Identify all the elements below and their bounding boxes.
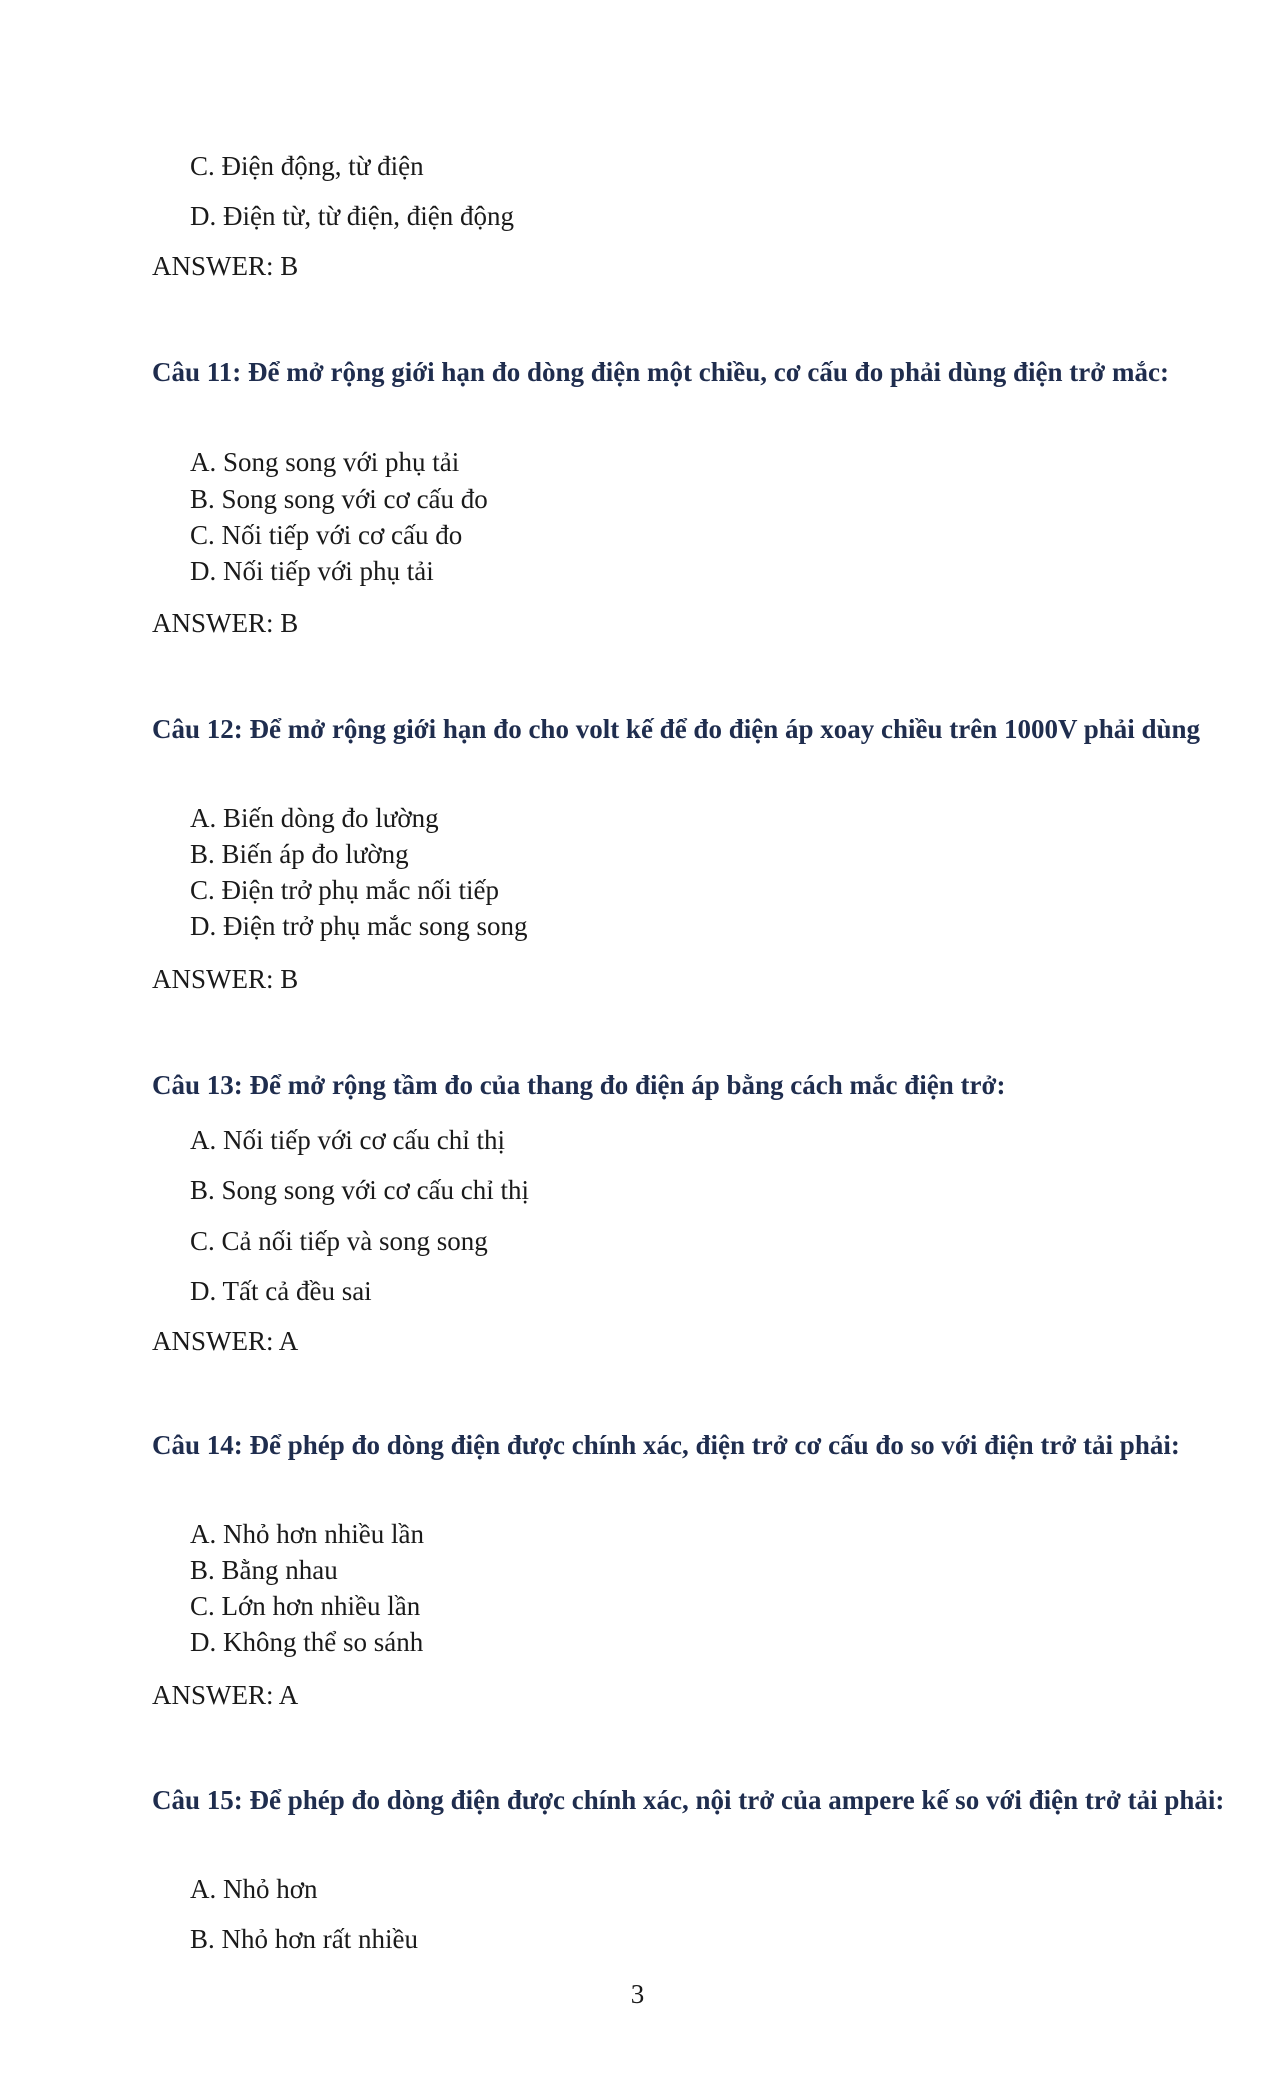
option-d: D. Không thể so sánh	[190, 1627, 424, 1657]
answer-line: ANSWER: B	[152, 964, 299, 994]
page-number: 3	[630, 1979, 645, 2009]
option-c: C. Cả nối tiếp và song song	[190, 1226, 488, 1256]
option-c: C. Nối tiếp với cơ cấu đo	[190, 520, 463, 550]
option-c: C. Điện trở phụ mắc nối tiếp	[190, 875, 499, 905]
option-d: D. Tất cả đều sai	[190, 1276, 372, 1306]
option-d: D. Điện từ, từ điện, điện động	[190, 201, 514, 231]
option-b: B. Nhỏ hơn rất nhiều	[190, 1924, 418, 1954]
option-b: B. Song song với cơ cấu chỉ thị	[190, 1175, 530, 1205]
question-text: Để mở rộng giới hạn đo dòng điện một chiều, cơ cấu đo phải dùng điện trở mắc:	[248, 357, 1169, 387]
question-14	[152, 1428, 1232, 1462]
question-text: Để phép đo dòng điện được chính xác, điện trở cơ cấu đo so với điện trở tải phải:	[249, 1430, 1180, 1460]
question-12	[152, 712, 1232, 746]
question-text: Để mở rộng giới hạn đo cho volt kế để đo điện áp xoay chiều trên 1000V phải dùng	[249, 714, 1201, 744]
option-a: A. Song song với phụ tải	[190, 447, 460, 477]
question-11	[152, 355, 1232, 389]
answer-line: ANSWER: B	[152, 251, 299, 281]
option-b: B. Song song với cơ cấu đo	[190, 484, 488, 514]
question-13	[152, 1068, 1232, 1102]
option-b: B. Biến áp đo lường	[190, 839, 409, 869]
option-a: A. Biến dòng đo lường	[190, 803, 439, 833]
question-label: Câu 11:	[152, 357, 242, 387]
question-15	[152, 1783, 1232, 1817]
option-b: B. Bằng nhau	[190, 1555, 338, 1585]
option-d: D. Điện trở phụ mắc song song	[190, 911, 528, 941]
question-label: Câu 15:	[152, 1785, 243, 1815]
question-label: Câu 12:	[152, 714, 243, 744]
option-c: C. Điện động, từ điện	[190, 151, 424, 181]
answer-line: ANSWER: A	[152, 1326, 299, 1356]
answer-line: ANSWER: B	[152, 608, 299, 638]
question-text: Để mở rộng tầm đo của thang đo điện áp bằng cách mắc điện trở:	[249, 1070, 1006, 1100]
question-text: Để phép đo dòng điện được chính xác, nội trở của ampere kế so với điện trở tải phải:	[249, 1785, 1225, 1815]
option-a: A. Nối tiếp với cơ cấu chỉ thị	[190, 1125, 505, 1155]
question-label: Câu 14:	[152, 1430, 243, 1460]
answer-line: ANSWER: A	[152, 1680, 299, 1710]
option-d: D. Nối tiếp với phụ tải	[190, 556, 434, 586]
option-a: A. Nhỏ hơn	[190, 1874, 318, 1904]
option-a: A. Nhỏ hơn nhiều lần	[190, 1519, 424, 1549]
option-c: C. Lớn hơn nhiều lần	[190, 1591, 421, 1621]
question-label: Câu 13:	[152, 1070, 243, 1100]
